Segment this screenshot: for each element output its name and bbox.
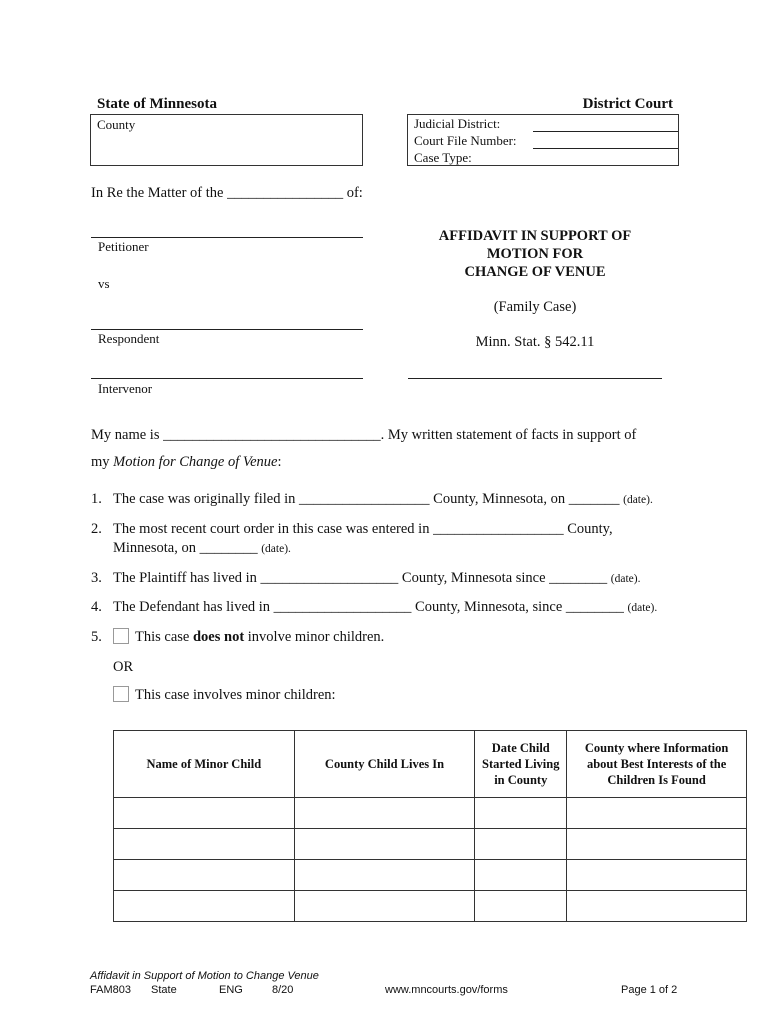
table-cell[interactable] bbox=[567, 829, 747, 860]
petitioner-label: Petitioner bbox=[98, 239, 149, 254]
footer-revision: 8/20 bbox=[272, 984, 294, 996]
col-header-date: Date Child Started Living in County bbox=[475, 731, 567, 798]
minor-children-checkbox[interactable] bbox=[113, 686, 129, 702]
state-heading: State of Minnesota bbox=[97, 96, 217, 112]
in-re-line[interactable]: In Re the Matter of the ________________ of: bbox=[91, 185, 363, 201]
intro-line-1[interactable]: My name is ______________________________. My written statement of facts in support of bbox=[91, 427, 637, 443]
title-underline bbox=[408, 378, 662, 379]
item-4-text: The Defendant has lived in ___________________ County, Minnesota, since ________ bbox=[113, 599, 628, 615]
no-minor-children-checkbox[interactable] bbox=[113, 628, 129, 644]
court-file-number-field[interactable] bbox=[533, 148, 678, 149]
option-1-post: involve minor children. bbox=[244, 629, 385, 645]
table-cell[interactable] bbox=[294, 891, 475, 922]
col-header-info-county: County where Information about Best Interests of the Children Is Found bbox=[567, 731, 747, 798]
petitioner-line[interactable] bbox=[91, 237, 363, 238]
table-cell[interactable] bbox=[475, 829, 567, 860]
judicial-district-label: Judicial District: bbox=[414, 116, 501, 131]
court-heading: District Court bbox=[582, 96, 673, 112]
court-file-number-label: Court File Number: bbox=[414, 133, 517, 148]
item-2-line-b[interactable] bbox=[113, 540, 291, 557]
table-cell[interactable] bbox=[114, 798, 295, 829]
table-row bbox=[114, 829, 747, 860]
item-2-text[interactable]: The most recent court order in this case was entered in __________________ County, bbox=[113, 521, 613, 537]
footer-form-code: FAM803 bbox=[90, 984, 131, 996]
item-1-text: The case was originally filed in __________________ County, Minnesota, on _______ bbox=[113, 491, 624, 507]
title-line-3: CHANGE OF VENUE bbox=[464, 264, 606, 280]
table-cell[interactable] bbox=[114, 860, 295, 891]
table-cell[interactable] bbox=[475, 860, 567, 891]
table-cell[interactable] bbox=[567, 891, 747, 922]
col-header-county: County Child Lives In bbox=[294, 731, 475, 798]
table-row bbox=[114, 798, 747, 829]
county-box[interactable] bbox=[90, 114, 363, 166]
minor-children-table bbox=[113, 730, 747, 922]
footer-lang: ENG bbox=[219, 984, 243, 996]
intervenor-line[interactable] bbox=[91, 378, 363, 379]
case-type-label: Case Type: bbox=[414, 150, 472, 165]
table-row bbox=[114, 860, 747, 891]
footer-form-state: State bbox=[151, 984, 177, 996]
footer-page-number: Page 1 of 2 bbox=[621, 984, 678, 996]
county-label: County bbox=[97, 117, 136, 132]
judicial-district-field[interactable] bbox=[533, 131, 678, 132]
intro-prefix: my bbox=[91, 454, 114, 470]
table-cell[interactable] bbox=[294, 860, 475, 891]
item-1-number: 1. bbox=[91, 491, 102, 507]
table-cell[interactable] bbox=[294, 829, 475, 860]
statute-ref: Minn. Stat. § 542.11 bbox=[475, 334, 595, 350]
item-3[interactable] bbox=[113, 570, 641, 587]
case-kind: (Family Case) bbox=[493, 299, 577, 315]
intervenor-label: Intervenor bbox=[98, 381, 153, 396]
option-1-pre: This case bbox=[135, 629, 193, 645]
item-5-option-2: This case involves minor children: bbox=[135, 687, 336, 703]
item-3-date: (date). bbox=[610, 573, 641, 585]
footer-form-title: Affidavit in Support of Motion to Change Venue bbox=[90, 970, 319, 982]
item-2-date: (date). bbox=[261, 543, 291, 555]
intro-line-2 bbox=[91, 454, 282, 471]
item-1[interactable] bbox=[113, 491, 653, 508]
item-3-text: The Plaintiff has lived in ___________________ County, Minnesota since ________ bbox=[113, 570, 611, 586]
footer-url[interactable]: www.mncourts.gov/forms bbox=[385, 984, 508, 996]
col-header-name: Name of Minor Child bbox=[114, 731, 295, 798]
respondent-line[interactable] bbox=[91, 329, 363, 330]
table-cell[interactable] bbox=[475, 798, 567, 829]
intro-motion-name: Motion for Change of Venue bbox=[113, 454, 278, 470]
table-cell[interactable] bbox=[114, 891, 295, 922]
case-info-box bbox=[407, 114, 679, 166]
item-5-option-1 bbox=[135, 629, 384, 646]
table-cell[interactable] bbox=[294, 798, 475, 829]
title-line-1: AFFIDAVIT IN SUPPORT OF bbox=[438, 228, 632, 244]
item-4-date: (date). bbox=[627, 602, 658, 614]
item-5-number: 5. bbox=[91, 629, 102, 645]
item-2-text-b: Minnesota, on ________ bbox=[113, 540, 262, 556]
option-1-bold: does not bbox=[192, 629, 245, 645]
item-4-number: 4. bbox=[91, 599, 102, 615]
table-cell[interactable] bbox=[567, 860, 747, 891]
table-cell[interactable] bbox=[475, 891, 567, 922]
item-2-number: 2. bbox=[91, 521, 102, 537]
table-row bbox=[114, 891, 747, 922]
or-label: OR bbox=[113, 659, 134, 675]
intro-suffix: : bbox=[277, 454, 282, 470]
item-3-number: 3. bbox=[91, 570, 102, 586]
table-cell[interactable] bbox=[114, 829, 295, 860]
table-header-row bbox=[114, 731, 747, 798]
item-4[interactable] bbox=[113, 599, 657, 616]
table-cell[interactable] bbox=[567, 798, 747, 829]
item-1-date: (date). bbox=[623, 494, 653, 506]
respondent-label: Respondent bbox=[98, 331, 160, 346]
title-line-2: MOTION FOR bbox=[486, 246, 584, 262]
vs-label: vs bbox=[98, 276, 110, 291]
title-block bbox=[408, 227, 662, 351]
